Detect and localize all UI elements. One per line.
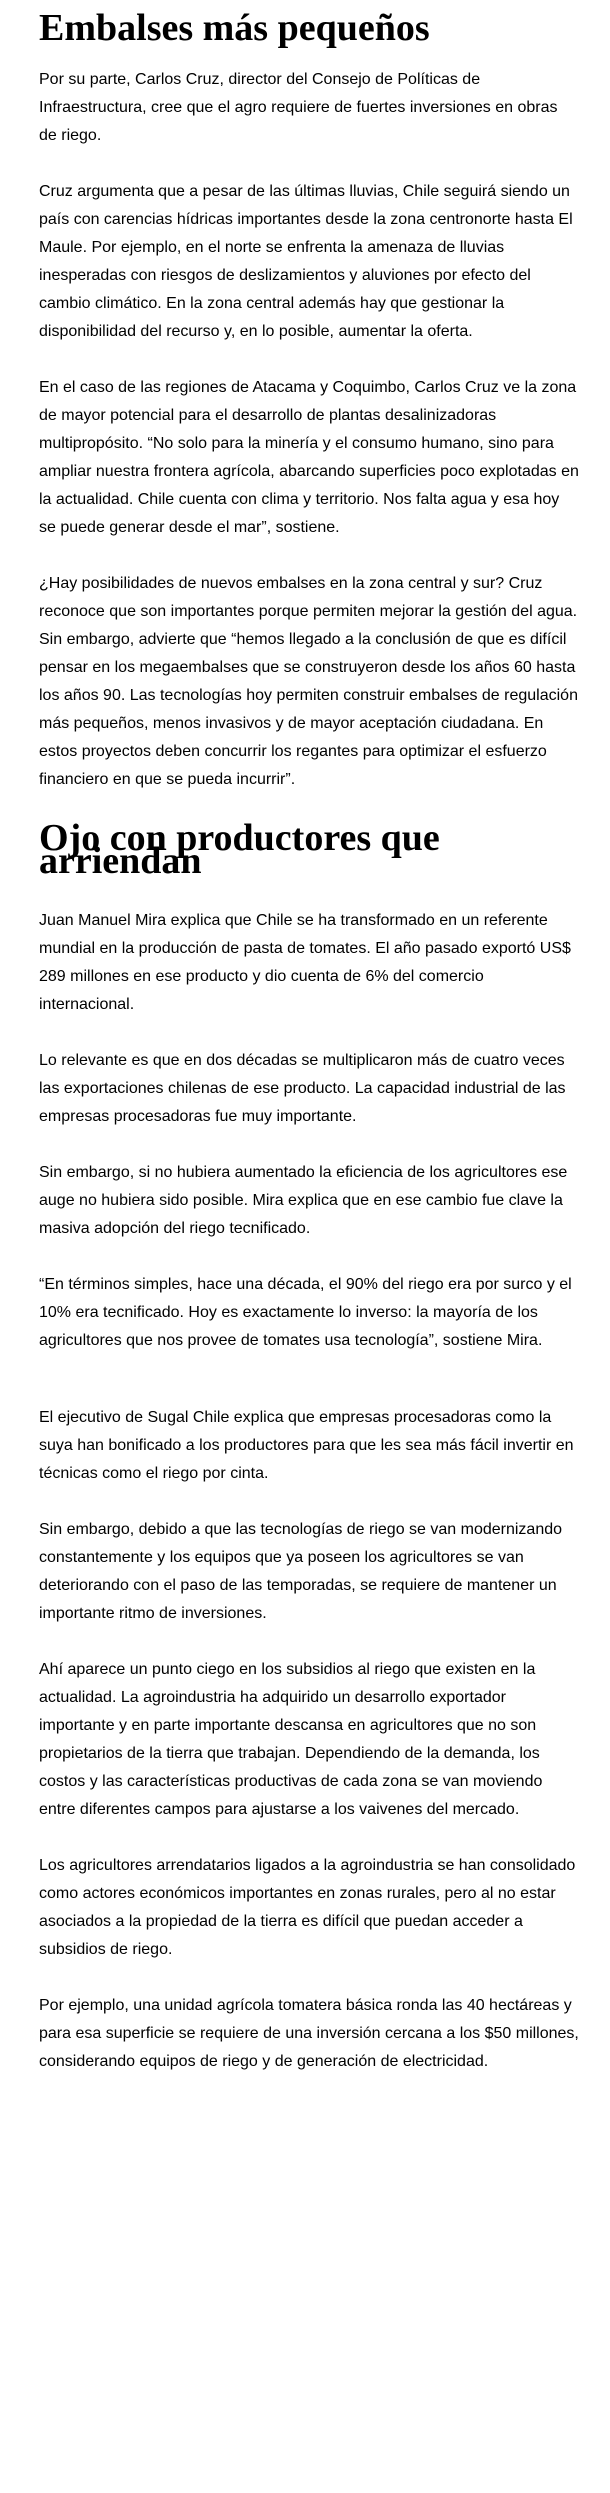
article-section-productores (39, 817, 579, 2076)
section-heading-embalses: Embalses más pequeños (39, 7, 430, 49)
article-paragraph: Sin embargo, debido a que las tecnologías de riego se van modernizando constantemente y los equipos que ya poseen los agricultores se van deteriorando con el paso de las temporadas, se requiere de mantener un importante ritmo de inversiones. (39, 1521, 563, 1622)
article-paragraph: Sin embargo, si no hubiera aumentado la eficiencia de los agricultores ese auge no hubiera sido posible. Mira explica que en ese cambio fue clave la masiva adopción del riego tecnificado. (39, 1164, 568, 1237)
article-paragraph: Los agricultores arrendatarios ligados a la agroindustria se han consolidado como actores económicos importantes en zonas rurales, pero al no estar asociados a la propiedad de la tierra es difícil que puedan acceder a subsidios de riego. (39, 1857, 576, 1958)
article-paragraph: Cruz argumenta que a pesar de las últimas lluvias, Chile seguirá siendo un país con carencias hídricas importantes desde la zona centronorte hasta El Maule. Por ejemplo, en el norte se enfrenta la amenaza de lluvias inesperadas con riesgos de deslizamientos y aluviones por efecto del cambio climático. En la zona central además hay que gestionar la disponibilidad del recurso y, en lo posible, aumentar la oferta. (39, 183, 573, 340)
article-paragraph: El ejecutivo de Sugal Chile explica que empresas procesadoras como la suya han bonificado a los productores para que les sea más fácil invertir en técnicas como el riego por cinta. (39, 1409, 574, 1482)
article-paragraph: Juan Manuel Mira explica que Chile se ha transformado en un referente mundial en la producción de pasta de tomates. El año pasado exportó US$ 289 millones en ese producto y dio cuenta de 6% del comercio internacional. (39, 912, 571, 1013)
article-paragraph: Ahí aparece un punto ciego en los subsidios al riego que existen en la actualidad. La agroindustria ha adquirido un desarrollo exportador importante y en parte importante descansa en agricultores que no son propietarios de la tierra que trabajan. Dependiendo de la demanda, los costos y las características productivas de cada zona se van moviendo entre diferentes campos para ajustarse a los vaivenes del mercado. (39, 1661, 543, 1818)
article-paragraph: En el caso de las regiones de Atacama y Coquimbo, Carlos Cruz ve la zona de mayor potencial para el desarrollo de plantas desalinizadoras multipropósito. “No solo para la minería y el consumo humano, sino para ampliar nuestra frontera agrícola, abarcando superficies poco explotadas en la actualidad. Chile cuenta con clima y territorio. Nos falta agua y esa hoy se puede generar desde el mar”, sostiene. (39, 379, 579, 536)
article-section-embalses (39, 7, 579, 794)
section-heading-productores: Ojo con productores que arriendan (39, 817, 440, 882)
article-body (39, 7, 579, 2076)
article-paragraph: Por ejemplo, una unidad agrícola tomatera básica ronda las 40 hectáreas y para esa superficie se requiere de una inversión cercana a los $50 millones, considerando equipos de riego y de generación de electricidad. (39, 1997, 579, 2070)
article-paragraph: “En términos simples, hace una década, el 90% del riego era por surco y el 10% era tecnificado. Hoy es exactamente lo inverso: la mayoría de los agricultores que nos provee de tomates usa tecnología”, sostiene Mira. (39, 1276, 572, 1349)
article-paragraph: Por su parte, Carlos Cruz, director del Consejo de Políticas de Infraestructura, cree que el agro requiere de fuertes inversiones en obras de riego. (39, 71, 558, 144)
article-paragraph: ¿Hay posibilidades de nuevos embalses en la zona central y sur? Cruz reconoce que son importantes porque permiten mejorar la gestión del agua. Sin embargo, advierte que “hemos llegado a la conclusión de que es difícil pensar en los megaembalses que se construyeron desde los años 60 hasta los años 90. Las tecnologías hoy permiten construir embalses de regulación más pequeños, menos invasivos y de mayor aceptación ciudadana. En estos proyectos deben concurrir los regantes para optimizar el esfuerzo financiero en que se pueda incurrir”. (39, 575, 578, 788)
article-paragraph: Lo relevante es que en dos décadas se multiplicaron más de cuatro veces las exportaciones chilenas de ese producto. La capacidad industrial de las empresas procesadoras fue muy importante. (39, 1052, 566, 1125)
